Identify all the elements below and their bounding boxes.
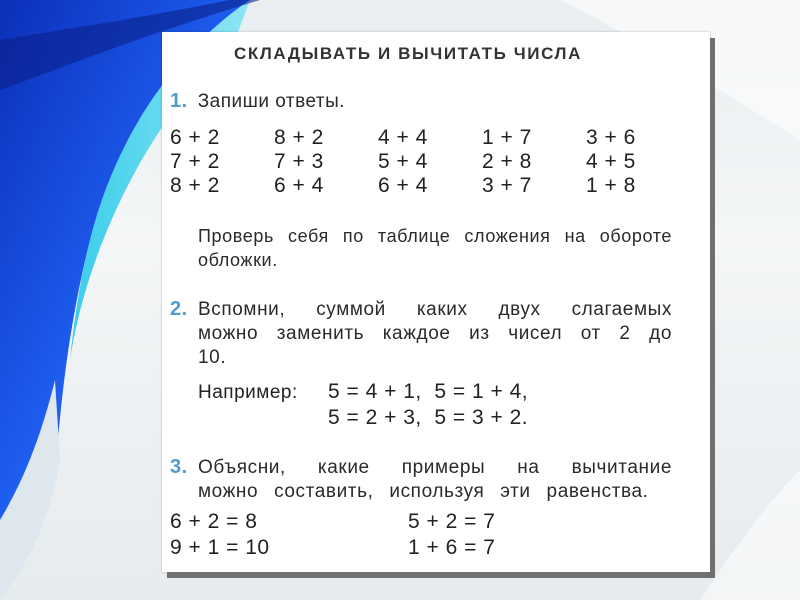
equation: 5 + 2 = 7 [408, 510, 496, 533]
task-3-text: Объясни, какие примеры на вычитание можно составить, используя эти равенства. [198, 457, 672, 502]
task-1-expressions [170, 126, 690, 198]
example-line-1: 5 = 4 + 1, 5 = 1 + 4, [328, 380, 529, 403]
equation: 9 + 1 = 10 [170, 536, 270, 559]
expression: 6 + 4 [378, 174, 428, 197]
equation: 1 + 6 = 7 [408, 536, 496, 559]
page-title: СКЛАДЫВАТЬ И ВЫЧИТАТЬ ЧИСЛА [234, 44, 582, 63]
expression-row [170, 150, 690, 174]
textbook-page [162, 32, 710, 572]
expression: 5 + 4 [378, 150, 428, 173]
task-2-number: 2. [170, 298, 188, 320]
expression: 7 + 2 [170, 150, 220, 173]
expression: 8 + 2 [274, 126, 324, 149]
expression: 4 + 4 [378, 126, 428, 149]
expression: 3 + 6 [586, 126, 636, 149]
expression: 4 + 5 [586, 150, 636, 173]
expression-row [170, 126, 690, 150]
expression: 1 + 8 [586, 174, 636, 197]
task-3-header [170, 456, 198, 479]
task-1-text: Запиши ответы. [197, 91, 346, 112]
expression-row [170, 174, 690, 198]
example-label: Например: [198, 382, 298, 403]
expression: 3 + 7 [482, 174, 532, 197]
example-line-2: 5 = 2 + 3, 5 = 3 + 2. [328, 406, 529, 429]
expression: 2 + 8 [482, 150, 532, 173]
expression: 6 + 4 [274, 174, 324, 197]
task-1-check-note: Проверь себя по таблице сложения на обороте обложки. [198, 226, 672, 270]
equation: 6 + 2 = 8 [170, 510, 258, 533]
expression: 7 + 3 [274, 150, 324, 173]
task-2-text: Вспомни, суммой каких двух слагаемых можно заменить каждое из чисел от 2 до 10. [198, 299, 672, 368]
task-3-number: 3. [170, 456, 188, 478]
expression: 8 + 2 [170, 174, 220, 197]
task-1-header [170, 90, 345, 113]
expression: 6 + 2 [170, 126, 220, 149]
task-1-number: 1. [170, 90, 188, 112]
expression: 1 + 7 [482, 126, 532, 149]
